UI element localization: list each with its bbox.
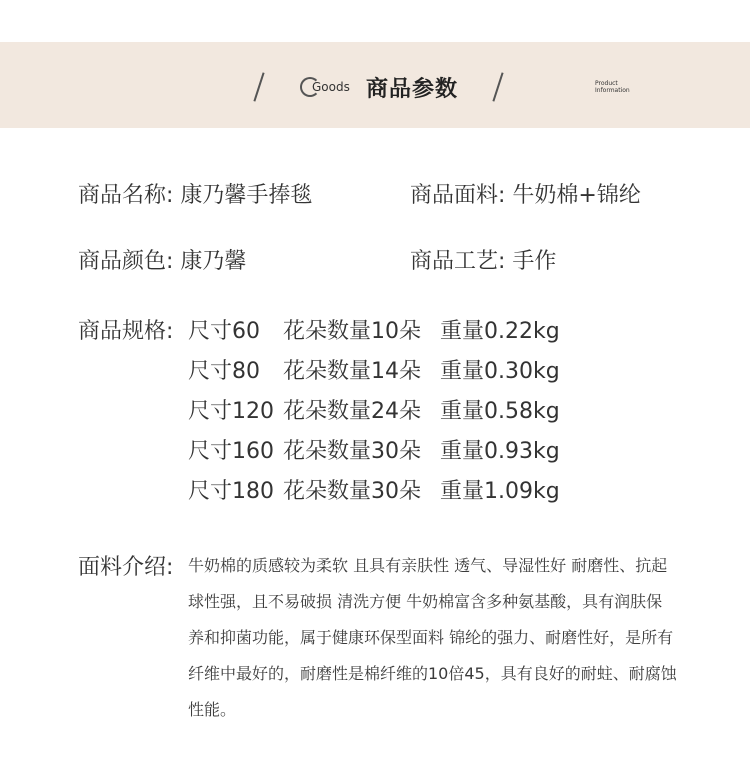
spec-size: 尺寸180 [188, 479, 274, 504]
craft-label: 商品工艺: [410, 249, 506, 274]
spec-size: 尺寸160 [188, 439, 274, 464]
goods-label: Goods [312, 80, 350, 94]
color-label: 商品颜色: [78, 249, 174, 274]
color-value: 康乃馨 [180, 249, 247, 274]
spec-flowers: 花朵数量30朵 [283, 439, 421, 464]
spec-weight: 重量0.58kg [440, 399, 560, 424]
intro-text: 牛奶棉的质感较为柔软 且具有亲肤性 透气、导湿性好 耐磨性、抗起球性强，且不易破损 清洗方便 牛奶棉富含多种氨基酸，具有润肤保养和抑菌功能，属于健康环保型面料 锦纶的强力、耐磨性好，是所有纤维中最好的，耐磨性是棉纤维的10倍45，具有良好的耐蛀、耐腐蚀性能。 [188, 556, 677, 719]
name-value: 康乃馨手捧毯 [180, 183, 313, 208]
spec-size: 尺寸120 [188, 399, 274, 424]
name-param [78, 178, 312, 209]
spec-flowers: 花朵数量24朵 [283, 399, 421, 424]
spec-weight: 重量0.93kg [440, 439, 560, 464]
name-label: 商品名称: [78, 183, 174, 208]
fabric-label: 商品面料: [410, 183, 506, 208]
spec-size: 尺寸80 [188, 359, 260, 384]
product-information-label: Product Information [595, 80, 630, 94]
craft-value: 手作 [512, 249, 557, 274]
craft-param [410, 244, 556, 275]
fabric-value: 牛奶棉+锦纶 [512, 183, 641, 208]
goods-logo [300, 74, 350, 100]
page-title: 商品参数 [366, 77, 459, 102]
spec-weight: 重量0.30kg [440, 359, 560, 384]
spec-weight: 重量1.09kg [440, 479, 560, 504]
spec-label: 商品规格: [78, 319, 174, 344]
spec-flowers: 花朵数量10朵 [283, 319, 421, 344]
color-param [78, 244, 246, 275]
intro-label: 面料介绍: [78, 555, 174, 580]
spec-size: 尺寸60 [188, 319, 260, 344]
spec-flowers: 花朵数量14朵 [283, 359, 421, 384]
spec-flowers: 花朵数量30朵 [283, 479, 421, 504]
fabric-param [410, 178, 641, 209]
spec-weight: 重量0.22kg [440, 319, 560, 344]
